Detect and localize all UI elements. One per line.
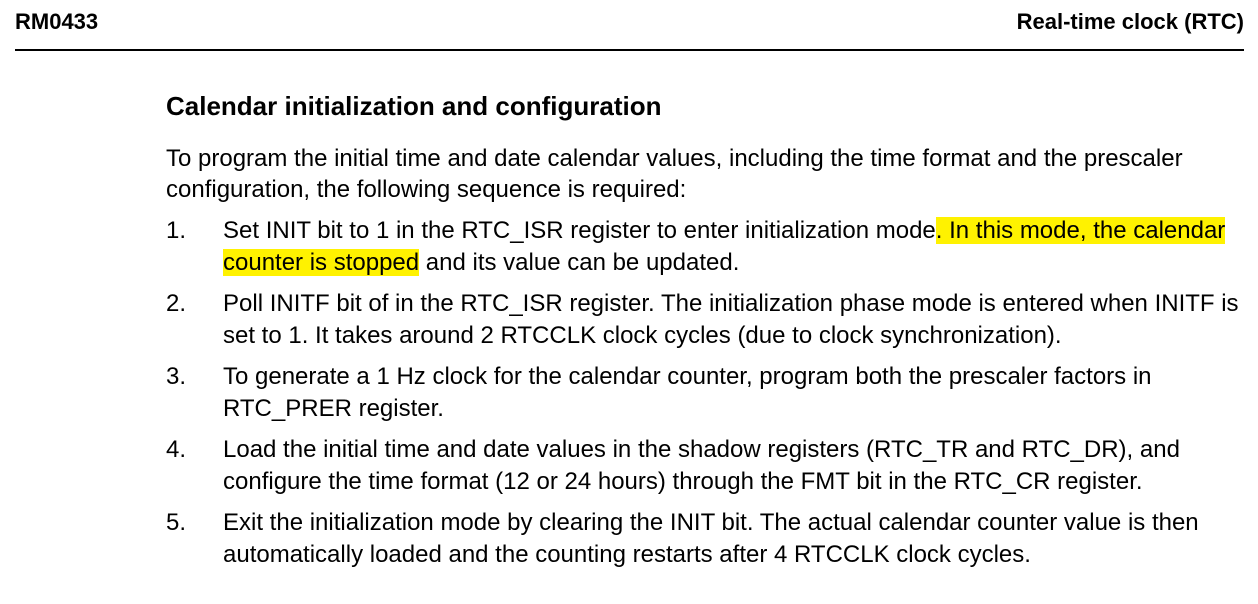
- steps-list: [166, 215, 1251, 580]
- step-text: Poll INITF bit of in the RTC_ISR register. The initialization phase mode is entered when INITF is set to 1. It takes around 2 RTCCLK clock cycles (due to clock synchronization).: [223, 290, 1239, 349]
- step-number: 3.: [166, 363, 187, 390]
- step-number: 4.: [166, 436, 187, 463]
- step-text-segment: Set INIT bit to 1 in the RTC_ISR register to enter initialization mode: [223, 217, 936, 244]
- list-item: [166, 215, 1251, 279]
- step-text: Exit the initialization mode by clearing the INIT bit. The actual calendar counter value is then automatically loaded and the counting restarts after 4 RTCCLK clock cycles.: [223, 509, 1199, 568]
- list-item: [166, 288, 1251, 352]
- step-number: 1.: [166, 217, 187, 244]
- step-text: To generate a 1 Hz clock for the calendar counter, program both the prescaler factors in RTC_PRER register.: [223, 363, 1152, 422]
- list-item: [166, 507, 1251, 571]
- step-text: Load the initial time and date values in the shadow registers (RTC_TR and RTC_DR), and configure the time format (12 or 24 hours) through the FMT bit in the RTC_CR register.: [223, 436, 1180, 495]
- step-number: 5.: [166, 509, 187, 536]
- step-number: 2.: [166, 290, 187, 317]
- list-item: [166, 361, 1251, 425]
- document-id: RM0433: [15, 9, 99, 34]
- list-item: [166, 434, 1251, 498]
- section-heading: Calendar initialization and configuration: [166, 91, 662, 121]
- intro-paragraph: To program the initial time and date calendar values, including the time format and the prescaler configuration, the following sequence is required:: [166, 145, 1183, 203]
- page-header: [15, 0, 1244, 51]
- step-text-segment: and its value can be updated.: [419, 249, 740, 276]
- step-text: [223, 215, 1251, 279]
- chapter-title: Real-time clock (RTC): [1016, 9, 1244, 34]
- highlighted-text: . In this mode, the calendar counter is stopped: [223, 217, 1226, 276]
